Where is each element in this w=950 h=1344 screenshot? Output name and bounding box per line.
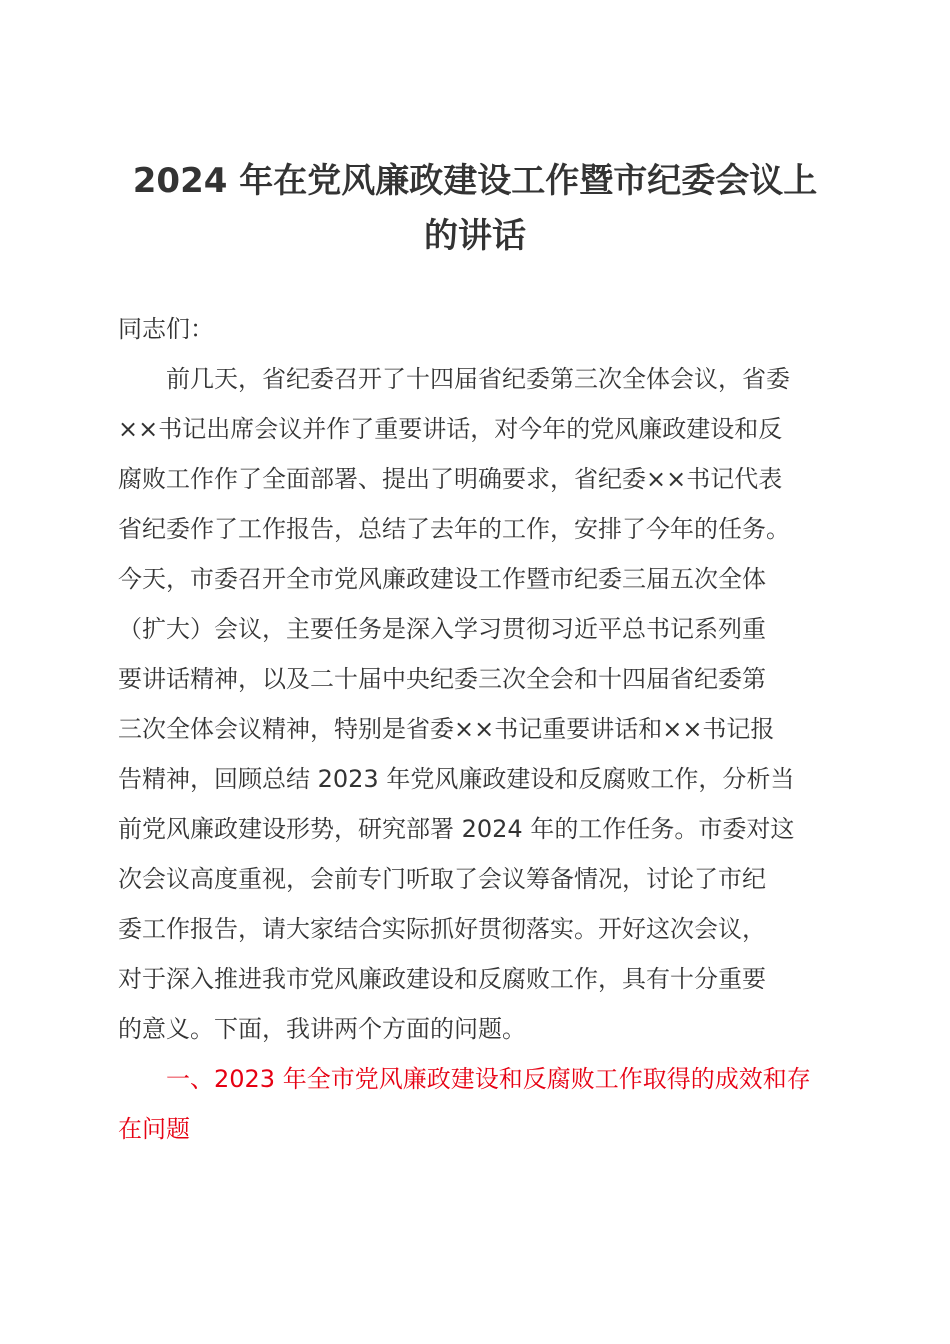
paragraph-line: 三次全体会议精神，特别是省委××书记重要讲话和××书记报 xyxy=(118,715,775,743)
greeting: 同志们： xyxy=(118,315,214,343)
paragraph-line: 今天，市委召开全市党风廉政建设工作暨市纪委三届五次全体 xyxy=(118,565,766,593)
paragraph-line: 的意义。下面，我讲两个方面的问题。 xyxy=(118,1015,526,1043)
paragraph-line: （扩大）会议，主要任务是深入学习贯彻习近平总书记系列重 xyxy=(118,615,766,643)
title-line-1: 2024 年在党风廉政建设工作暨市纪委会议上 xyxy=(132,161,818,201)
paragraph-line: 省纪委作了工作报告，总结了去年的工作，安排了今年的任务。 xyxy=(118,515,790,543)
paragraph-line: 要讲话精神，以及二十届中央纪委三次全会和十四届省纪委第 xyxy=(118,665,766,693)
paragraph-line: ××书记出席会议并作了重要讲话，对今年的党风廉政建设和反 xyxy=(118,415,783,443)
paragraph-line: 告精神，回顾总结 2023 年党风廉政建设和反腐败工作，分析当 xyxy=(118,765,795,793)
paragraph-line: 前几天，省纪委召开了十四届省纪委第三次全体会议，省委 xyxy=(118,365,790,393)
section-heading-line: 一、2023 年全市党风廉政建设和反腐败工作取得的成效和存 xyxy=(118,1065,811,1093)
paragraph-line: 次会议高度重视，会前专门听取了会议筹备情况，讨论了市纪 xyxy=(118,865,766,893)
title-line-2: 的讲话 xyxy=(424,216,526,256)
paragraph-line: 腐败工作作了全面部署、提出了明确要求，省纪委××书记代表 xyxy=(118,465,783,493)
document-title xyxy=(118,154,832,264)
section-heading-line: 在问题 xyxy=(118,1115,190,1143)
paragraph-line: 前党风廉政建设形势，研究部署 2024 年的工作任务。市委对这 xyxy=(118,815,795,843)
section-heading xyxy=(118,1054,832,1154)
body-paragraph xyxy=(118,354,832,1054)
paragraph-line: 对于深入推进我市党风廉政建设和反腐败工作，具有十分重要 xyxy=(118,965,766,993)
paragraph-line: 委工作报告，请大家结合实际抓好贯彻落实。开好这次会议， xyxy=(118,915,766,943)
